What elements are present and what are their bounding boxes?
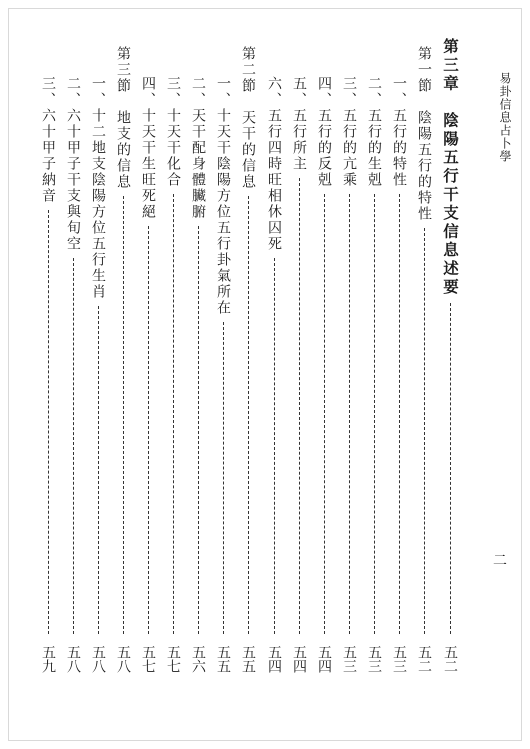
toc-entry-item[interactable] xyxy=(63,76,83,640)
toc-entry-page: 五五 xyxy=(215,645,231,673)
toc-leader xyxy=(248,196,249,634)
toc-entry-text: 第一節 陰陽五行的特性 xyxy=(416,46,432,222)
toc-entry-page: 五八 xyxy=(65,645,81,673)
toc-entry-page: 五三 xyxy=(366,645,382,673)
toc-entry-text: 二、五行的生剋 xyxy=(366,76,382,188)
toc-entry-item[interactable] xyxy=(264,76,284,640)
toc-entry-item[interactable] xyxy=(289,76,309,640)
toc-leader xyxy=(399,194,400,634)
toc-leader xyxy=(424,228,425,634)
toc-entry-item[interactable] xyxy=(188,76,208,640)
toc-entry-text: 一、十二地支陰陽方位五行生肖 xyxy=(90,76,106,300)
toc-entry-page: 五四 xyxy=(291,645,307,673)
toc-leader xyxy=(173,194,174,634)
toc-entry-text: 第三節 地支的信息 xyxy=(115,46,131,190)
toc-entry-text: 第二節 天干的信息 xyxy=(240,46,256,190)
toc-entry-page: 五三 xyxy=(391,645,407,673)
toc-entry-page: 五八 xyxy=(90,645,106,673)
toc-entry-text: 四、十天干生旺死絕 xyxy=(140,76,156,220)
toc-entry-item[interactable] xyxy=(389,76,409,640)
toc-entry-text: 六、五行四時旺相休囚死 xyxy=(266,76,282,252)
toc-entry-item[interactable] xyxy=(138,76,158,640)
toc-entry-page: 五八 xyxy=(115,645,131,673)
toc-entry-text: 四、五行的反剋 xyxy=(316,76,332,188)
toc-entry-section-3[interactable] xyxy=(113,46,133,640)
toc-entry-page: 五五 xyxy=(240,645,256,673)
toc-leader xyxy=(450,303,451,634)
toc-leader xyxy=(274,258,275,634)
toc-entry-text: 一、十天干陰陽方位五行卦氣所在 xyxy=(215,76,231,316)
toc-leader xyxy=(324,194,325,634)
toc-leader xyxy=(223,322,224,634)
toc-entry-item[interactable] xyxy=(88,76,108,640)
toc-leader xyxy=(73,258,74,634)
toc-entry-text: 一、五行的特性 xyxy=(391,76,407,188)
toc-entry-page: 五四 xyxy=(316,645,332,673)
toc-entry-page: 五四 xyxy=(266,645,282,673)
toc-entry-text: 二、六十甲子干支與旬空 xyxy=(65,76,81,252)
toc-entry-text: 三、六十甲子納音 xyxy=(40,76,56,204)
toc-entry-text: 三、五行的亢乘 xyxy=(341,76,357,188)
toc-leader xyxy=(198,226,199,634)
toc-entry-text: 二、天干配身體臟腑 xyxy=(190,76,206,220)
toc-leader xyxy=(148,226,149,634)
toc-entry-page: 五二 xyxy=(416,645,432,673)
toc-entry-section-1[interactable] xyxy=(414,46,434,640)
toc-entry-text: 五、五行所主 xyxy=(291,76,307,172)
toc-entry-text: 第三章 陰陽五行干支信息述要 xyxy=(441,38,460,297)
toc-leader xyxy=(349,194,350,634)
toc-entry-page: 五六 xyxy=(190,645,206,673)
toc-leader xyxy=(48,210,49,634)
toc-entry-page: 五七 xyxy=(140,645,156,673)
toc-entry-chapter-3[interactable] xyxy=(440,38,460,640)
toc-leader xyxy=(98,306,99,634)
book-title-header: 易卦信息占卜學 xyxy=(498,72,512,163)
toc-entry-page: 五三 xyxy=(341,645,357,673)
toc-entry-item[interactable] xyxy=(38,76,58,640)
toc-entry-page: 五九 xyxy=(40,645,56,673)
toc-leader xyxy=(123,196,124,634)
page-number: 二 xyxy=(493,553,507,569)
toc-entry-item[interactable] xyxy=(314,76,334,640)
toc-entry-item[interactable] xyxy=(163,76,183,640)
toc-entry-item[interactable] xyxy=(364,76,384,640)
toc-entry-item[interactable] xyxy=(213,76,233,640)
toc-entry-page: 五七 xyxy=(165,645,181,673)
toc-entry-section-2[interactable] xyxy=(238,46,258,640)
toc-entry-item[interactable] xyxy=(339,76,359,640)
toc-leader xyxy=(374,194,375,634)
toc-entry-text: 三、十天干化合 xyxy=(165,76,181,188)
toc-entry-page: 五二 xyxy=(442,645,458,673)
toc-leader xyxy=(299,178,300,634)
